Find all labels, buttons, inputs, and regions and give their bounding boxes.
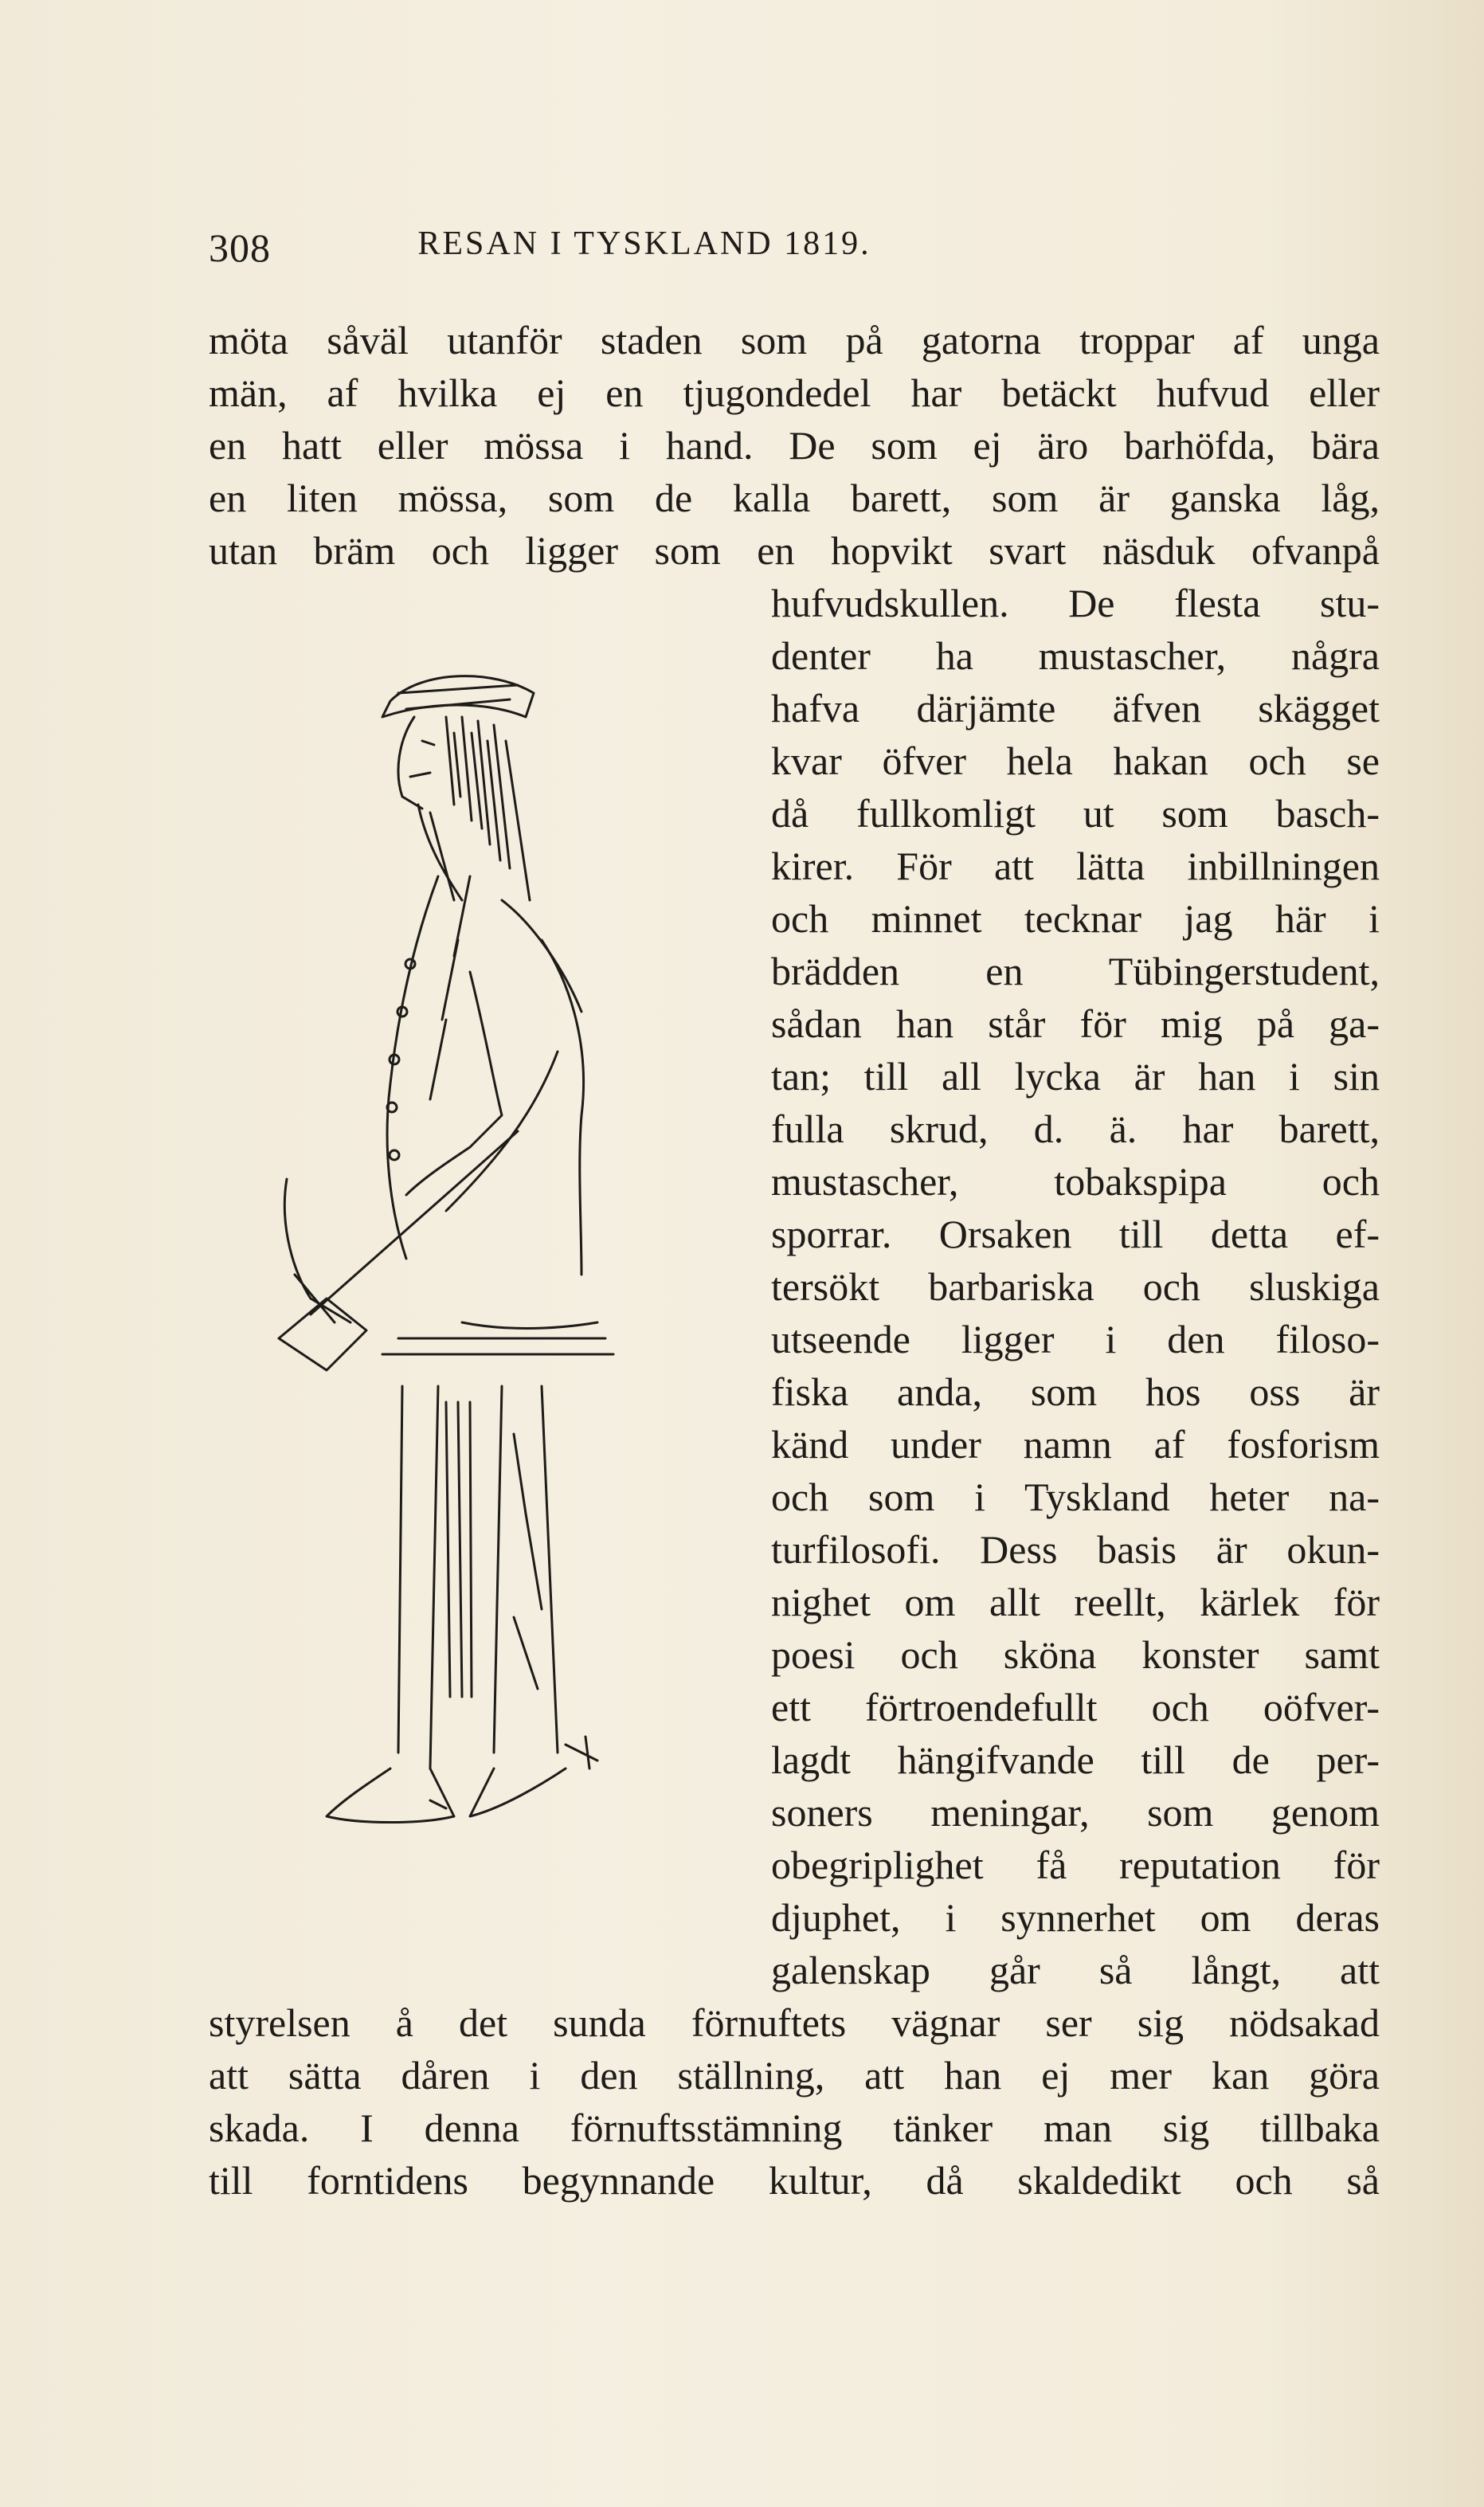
body-line: känd under namn af fosforism [771,1422,1380,1467]
body-line: till forntidens begynnande kultur, då skaldedikt och så [209,2158,1380,2203]
body-line: galenskap går så långt, att [771,1948,1380,1992]
running-head [209,225,1016,272]
body-line: möta såväl utanför staden som på gatorna troppar af unga [209,318,1380,362]
body-line: hufvudskullen. De flesta stu- [771,581,1380,625]
body-line: soners meningar, som genom [771,1790,1380,1835]
body-line: nighet om allt reellt, kärlek för [771,1580,1380,1624]
body-line: män, af hvilka ej en tjugondedel har betäckt hufvud eller [209,370,1380,415]
body-line: att sätta dåren i den ställning, att han ej mer kan göra [209,2053,1380,2098]
body-line: en hatt eller mössa i hand. De som ej äro barhöfda, bära [209,423,1380,468]
page-number: 308 [209,225,271,270]
body-line: tersökt barbariska och sluskiga [771,1264,1380,1309]
body-line: djuphet, i synnerhet om deras [771,1895,1380,1940]
body-line: och minnet tecknar jag här i [771,896,1380,941]
body-line: tan; till all lycka är han i sin [771,1054,1380,1099]
body-line: poesi och sköna konster samt [771,1632,1380,1677]
body-line: sådan han står för mig på ga- [771,1001,1380,1046]
body-line: lagdt hängifvande till de per- [771,1737,1380,1782]
body-line: och som i Tyskland heter na- [771,1475,1380,1519]
body-line: kirer. För att lätta inbillningen [771,844,1380,888]
body-line: styrelsen å det sunda förnuftets vägnar ser sig nödsakad [209,2000,1380,2045]
body-line: fulla skrud, d. ä. har barett, [771,1107,1380,1151]
body-line: en liten mössa, som de kalla barett, som är ganska låg, [209,476,1380,520]
body-line: turfilosofi. Dess basis är okun- [771,1527,1380,1572]
body-line: skada. I denna förnuftsstämning tänker man sig tillbaka [209,2105,1380,2150]
running-title: RESAN I TYSKLAND 1819. [417,225,871,262]
body-line: då fullkomligt ut som basch- [771,791,1380,836]
body-line: fiska anda, som hos oss är [771,1369,1380,1414]
body-line: denter ha mustascher, några [771,633,1380,678]
body-line: hafva därjämte äfven skägget [771,686,1380,731]
body-line: ett förtroendefullt och oöfver- [771,1685,1380,1729]
student-illustration [263,637,725,1960]
body-line: obegriplighet få reputation för [771,1843,1380,1887]
body-line: mustascher, tobakspipa och [771,1159,1380,1204]
body-line: kvar öfver hela hakan och se [771,738,1380,783]
body-line: sporrar. Orsaken till detta ef- [771,1212,1380,1256]
body-line: utan bräm och ligger som en hopvikt svart näsduk ofvanpå [209,528,1380,573]
body-line: brädden en Tübingerstudent, [771,949,1380,993]
body-line: utseende ligger i den filoso- [771,1317,1380,1361]
